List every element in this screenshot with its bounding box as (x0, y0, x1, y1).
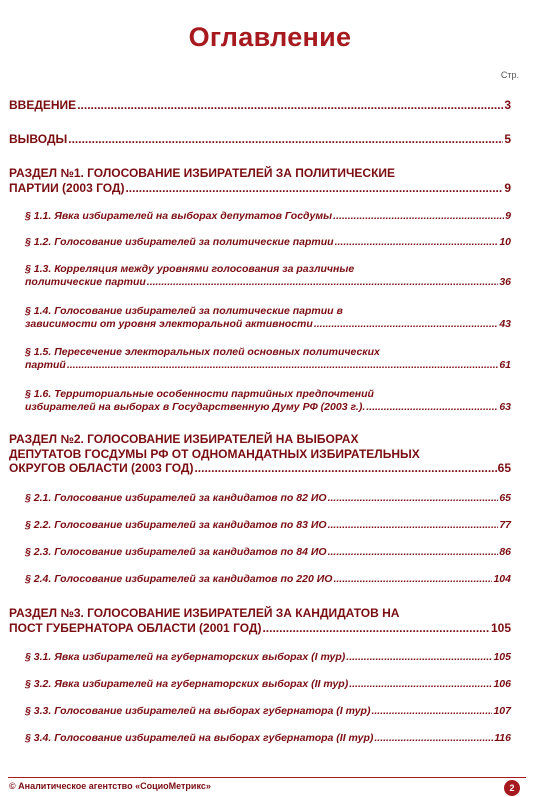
toc-entry-text: § 3.3. Голосование избирателей на выборах губернатора (I тур) (25, 705, 371, 717)
toc-entry-section-1[interactable] (9, 166, 511, 195)
toc-page-number: 43 (499, 317, 511, 330)
toc-page-number: 106 (493, 678, 511, 690)
dot-leader (328, 492, 499, 505)
dot-leader (371, 705, 492, 718)
dot-leader (333, 210, 504, 223)
toc-entry-text: § 3.1. Явка избирателей на губернаторских выборах (I тур) (25, 651, 346, 663)
dot-leader (67, 359, 498, 372)
toc-page-number: 9 (505, 210, 511, 222)
toc-entry-1-5[interactable] (25, 346, 511, 372)
toc-entry-text: РАЗДЕЛ №2. ГОЛОСОВАНИЕ ИЗБИРАТЕЛЕЙ НА ВЫБОРАХ (9, 432, 359, 446)
toc-entry-2-3[interactable] (25, 546, 511, 559)
toc-entry-text: § 3.4. Голосование избирателей на выборах губернатора (II тур) (25, 732, 374, 744)
toc-entry-text: § 2.3. Голосование избирателей за кандидатов по 84 ИО (25, 546, 327, 558)
toc-page-number: 105 (493, 651, 511, 663)
toc-page-number: 116 (494, 732, 511, 744)
toc-page-number: 9 (504, 180, 511, 195)
page-column-label: Стр. (500, 70, 519, 80)
toc-entry-text: ВЫВОДЫ (9, 132, 68, 146)
toc-entry-1-2[interactable] (25, 236, 511, 249)
toc-entry-text: § 1.2. Голосование избирателей за политические партии (25, 236, 334, 248)
toc-entry-text: § 1.6. Территориальные особенности партийных предпочтений (25, 388, 374, 400)
toc-page-number: 65 (497, 461, 511, 476)
toc-entry-text: § 1.5. Пересечение электоральных полей основных политических (25, 346, 380, 358)
toc-entry-text: политические партии (25, 275, 146, 288)
toc-page-number: 86 (499, 546, 511, 558)
dot-leader (366, 401, 498, 414)
toc-entry-1-1[interactable] (25, 210, 511, 223)
dot-leader (328, 546, 499, 559)
toc-entry-text: ОКРУГОВ ОБЛАСТИ (2003 ГОД) (9, 461, 194, 476)
toc-entry-text: § 3.2. Явка избирателей на губернаторских выборах (II тур) (25, 678, 349, 690)
toc-entry-text: ПАРТИИ (2003 ГОД) (9, 180, 125, 195)
toc-entry-1-3[interactable] (25, 263, 511, 289)
toc-entry-text: ДЕПУТАТОВ ГОСДУМЫ РФ ОТ ОДНОМАНДАТНЫХ ИЗБИРАТЕЛЬНЫХ (9, 446, 420, 461)
toc-entry-section-3[interactable] (9, 606, 511, 635)
toc-entry-3-4[interactable] (25, 732, 511, 745)
toc-entry-2-4[interactable] (25, 573, 511, 586)
toc-entry-text: § 1.1. Явка избирателей на выборах депутатов Госдумы (25, 210, 333, 222)
toc-entry-text: § 1.3. Корреляция между уровнями голосования за различные (25, 263, 355, 275)
dot-leader (194, 461, 496, 476)
dot-leader (328, 519, 499, 532)
toc-entry-text: § 1.4. Голосование избирателей за политические партии в (25, 305, 343, 317)
dot-leader (147, 276, 499, 289)
dot-leader (333, 573, 492, 586)
dot-leader (77, 98, 503, 113)
toc-page-number: 10 (499, 236, 511, 248)
page-title: Оглавление (188, 22, 352, 52)
toc-entry-text: РАЗДЕЛ №3. ГОЛОСОВАНИЕ ИЗБИРАТЕЛЕЙ ЗА КАНДИДАТОВ НА (9, 606, 400, 620)
dot-leader (335, 236, 499, 249)
dot-leader (68, 132, 503, 147)
footer-copyright: © Аналитическое агентство «СоциоМетрикс» (9, 781, 211, 791)
dot-leader (262, 621, 490, 636)
page-number-badge: 2 (504, 780, 520, 796)
toc-entry-1-4[interactable] (25, 305, 511, 331)
toc-entry-2-2[interactable] (25, 519, 511, 532)
toc-entry-text: избирателей на выборах в Государственную Думу РФ (2003 г.). (25, 400, 366, 413)
toc-entry-conclusions[interactable] (9, 132, 511, 147)
toc-entry-3-3[interactable] (25, 705, 511, 718)
toc-entry-3-1[interactable] (25, 651, 511, 664)
toc-entry-section-2[interactable] (9, 432, 511, 476)
dot-leader (314, 318, 499, 331)
toc-page-number: 65 (499, 492, 511, 504)
toc-page-number: 63 (499, 400, 511, 413)
toc-page-number: 3 (504, 98, 511, 112)
toc-page-number: 36 (499, 275, 511, 288)
dot-leader (125, 181, 503, 196)
toc-page-number: 61 (499, 358, 511, 371)
toc-entry-text: § 2.2. Голосование избирателей за кандидатов по 83 ИО (25, 519, 327, 531)
toc-entry-text: § 2.1. Голосование избирателей за кандидатов по 82 ИО (25, 492, 327, 504)
toc-page-number: 105 (490, 620, 511, 635)
toc-entry-2-1[interactable] (25, 492, 511, 505)
toc-page-number: 104 (493, 573, 511, 585)
dot-leader (374, 732, 493, 745)
toc-entry-text: партий (25, 358, 66, 371)
toc-entry-text: ПОСТ ГУБЕРНАТОРА ОБЛАСТИ (2001 ГОД) (9, 620, 262, 635)
dot-leader (346, 651, 492, 664)
footer-divider (8, 777, 526, 778)
toc-entry-3-2[interactable] (25, 678, 511, 691)
toc-entry-introduction[interactable] (9, 98, 511, 113)
dot-leader (349, 678, 492, 691)
toc-page-number: 5 (504, 132, 511, 146)
toc-entry-1-6[interactable] (25, 388, 511, 414)
toc-entry-text: зависимости от уровня электоральной активности (25, 317, 313, 330)
toc-page-number: 77 (499, 519, 511, 531)
toc-entry-text: § 2.4. Голосование избирателей за кандидатов по 220 ИО (25, 573, 333, 585)
toc-entry-text: ВВЕДЕНИЕ (9, 98, 77, 112)
toc-page-number: 107 (493, 705, 511, 717)
toc-entry-text: РАЗДЕЛ №1. ГОЛОСОВАНИЕ ИЗБИРАТЕЛЕЙ ЗА ПОЛИТИЧЕСКИЕ (9, 166, 396, 180)
